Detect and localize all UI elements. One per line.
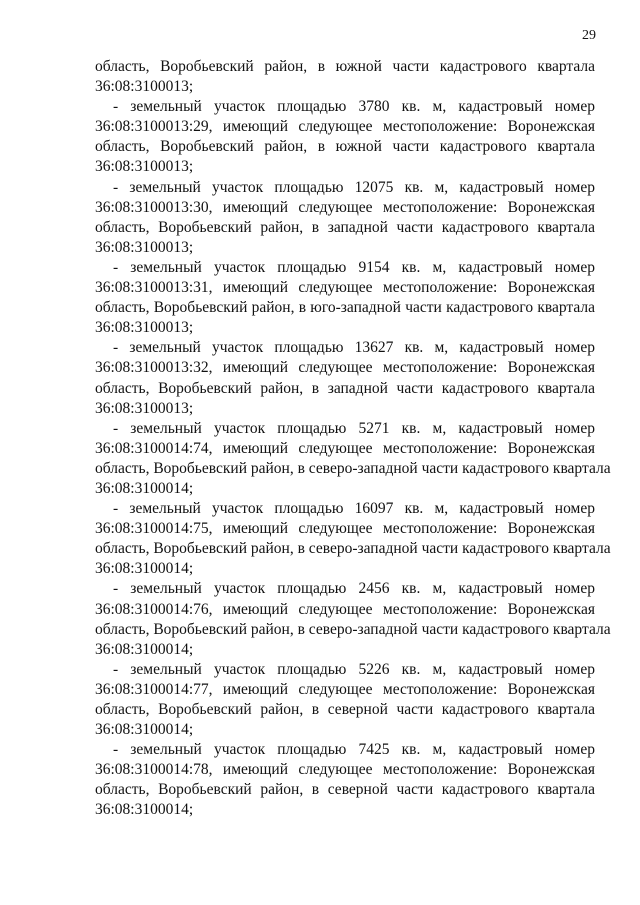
text-line: область, Воробьевский район, в западной части кадастрового квартала — [95, 379, 595, 397]
list-item-start-line: - земельный участок площадью 5226 кв. м, кадастровый номер — [113, 660, 595, 678]
text-line: область, Воробьевский район, в северной части кадастрового квартала — [95, 781, 595, 799]
text-line: область, Воробьевский район, в западной части кадастрового квартала — [95, 218, 595, 236]
text-line: 36:08:3100014:74, имеющий следующее местоположение: Воронежская — [95, 439, 595, 457]
text-line: 36:08:3100013; — [95, 319, 194, 337]
text-line: 36:08:3100013:32, имеющий следующее местоположение: Воронежская — [95, 359, 595, 377]
text-line: 36:08:3100014:76, имеющий следующее местоположение: Воронежская — [95, 600, 595, 618]
list-item-start-line: - земельный участок площадью 3780 кв. м, кадастровый номер — [113, 98, 595, 116]
text-line: 36:08:3100013:31, имеющий следующее местоположение: Воронежская — [95, 279, 595, 297]
text-line: 36:08:3100014; — [95, 479, 194, 497]
list-item-start-line: - земельный участок площадью 12075 кв. м, кадастровый номер — [113, 178, 595, 196]
text-line: область, Воробьевский район, в южной части кадастрового квартала — [95, 58, 595, 75]
list-item-start-line: - земельный участок площадью 13627 кв. м, кадастровый номер — [113, 339, 595, 357]
text-line: область, Воробьевский район, в северо-западной части кадастрового квартала — [95, 620, 611, 638]
list-item-start-line: - земельный участок площадью 16097 кв. м, кадастровый номер — [113, 500, 595, 518]
text-line: 36:08:3100013; — [95, 238, 194, 256]
text-line: 36:08:3100013; — [95, 78, 194, 96]
text-line: область, Воробьевский район, в северной части кадастрового квартала — [95, 701, 595, 718]
text-line: область, Воробьевский район, в юго-западной части кадастрового квартала — [95, 299, 595, 317]
text-line: 36:08:3100014; — [95, 640, 194, 658]
list-item-start-line: - земельный участок площадью 9154 кв. м, кадастровый номер — [113, 258, 595, 276]
list-item-start-line: - земельный участок площадью 5271 кв. м, кадастровый номер — [113, 419, 595, 437]
text-line: 36:08:3100014:75, имеющий следующее местоположение: Воронежская — [95, 520, 595, 538]
document-body — [95, 57, 611, 821]
text-line: 36:08:3100013; — [95, 158, 194, 176]
text-line: 36:08:3100014:77, имеющий следующее местоположение: Воронежская — [95, 680, 595, 698]
text-line: 36:08:3100013:29, имеющий следующее местоположение: Воронежская — [95, 118, 595, 136]
text-line: область, Воробьевский район, в северо-западной части кадастрового квартала — [95, 540, 611, 558]
list-item-start-line: - земельный участок площадью 2456 кв. м, кадастровый номер — [113, 580, 595, 598]
text-line: область, Воробьевский район, в южной части кадастрового квартала — [95, 138, 595, 156]
list-item-start-line: - земельный участок площадью 7425 кв. м, кадастровый номер — [113, 741, 595, 759]
text-line: 36:08:3100013; — [95, 399, 194, 417]
text-line: 36:08:3100014; — [95, 560, 194, 578]
text-line: 36:08:3100014:78, имеющий следующее местоположение: Воронежская — [95, 761, 595, 779]
text-line: 36:08:3100013:30, имеющий следующее местоположение: Воронежская — [95, 198, 595, 216]
text-line: 36:08:3100014; — [95, 721, 194, 739]
text-line: область, Воробьевский район, в северо-западной части кадастрового квартала — [95, 459, 611, 477]
page-number: 29 — [582, 28, 596, 43]
text-line: 36:08:3100014; — [95, 801, 194, 819]
